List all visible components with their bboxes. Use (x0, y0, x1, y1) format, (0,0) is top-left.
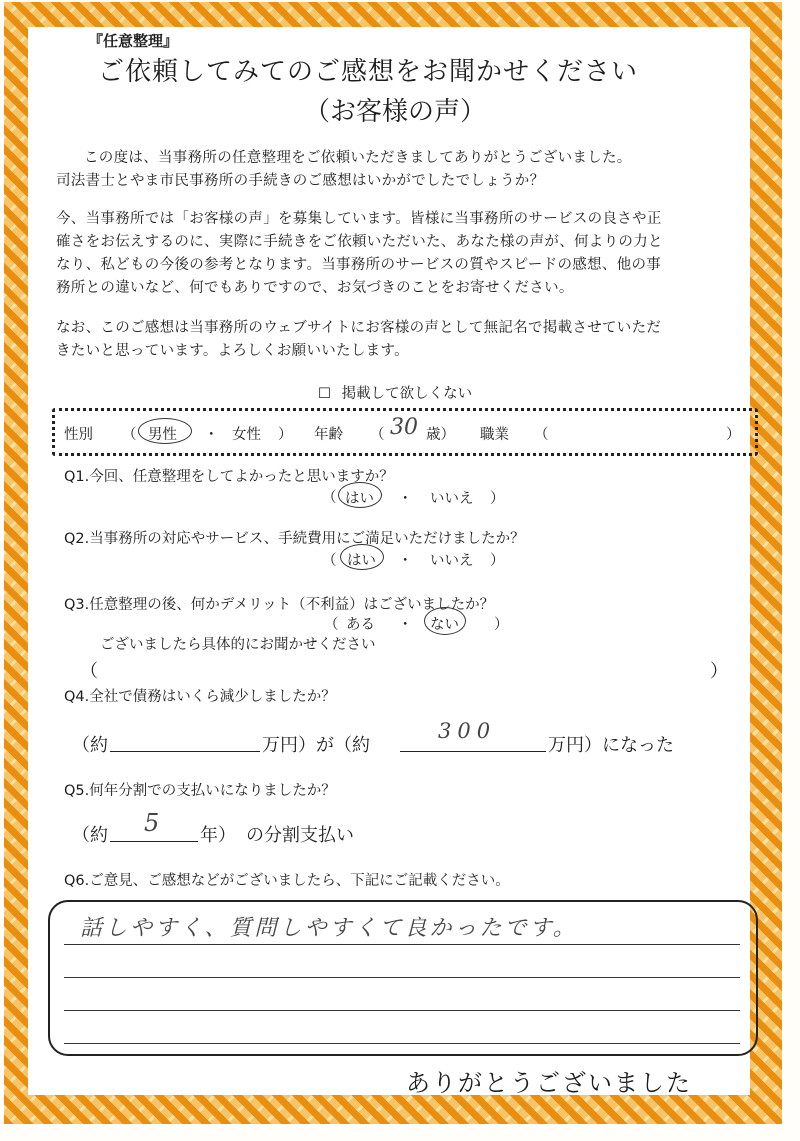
checkbox-icon[interactable]: ☐ (318, 386, 331, 402)
publish-option-label: 掲載して欲しくない (341, 386, 473, 402)
installment-prefix: （約 (72, 825, 108, 846)
debt-before-field[interactable] (110, 751, 260, 752)
paren: ） (494, 617, 509, 633)
page-title: ご依頼してみてのご感想をお聞かせください (98, 57, 639, 87)
installment-suffix: の分割支払い (246, 825, 354, 846)
debt-after-field[interactable] (400, 751, 546, 752)
q3-no-option[interactable]: ない (430, 617, 459, 633)
publish-option[interactable] (318, 382, 472, 403)
paren: （ (370, 427, 385, 443)
intro-line: なお、このご感想は当事務所のウェブサイトにお客様の声として無記名で掲載させていただ (56, 320, 662, 336)
age-value[interactable]: 30 (390, 415, 418, 440)
comment-line (64, 944, 740, 945)
question-5: Q5.何年分割での支払いになりましたか？ (64, 783, 336, 799)
closing-message: ありがとうございました (406, 1069, 692, 1097)
separator-dot: ・ (398, 491, 413, 507)
paren: （ (122, 427, 137, 443)
q1-no-option[interactable]: いいえ (430, 491, 474, 507)
page-subtitle: （お客様の声） (304, 97, 487, 127)
q2-yes-option[interactable]: はい (347, 553, 376, 569)
separator-dot: ・ (398, 553, 413, 569)
gender-male-option[interactable]: 男性 (148, 427, 177, 443)
separator-dot: ・ (204, 427, 219, 443)
question-6: Q6.ご意見、ご感想などがございましたら、下記にご記載ください。 (64, 873, 510, 889)
gender-female-option[interactable]: 女性 (232, 427, 261, 443)
question-3: Q3.任意整理の後、何かデメリット（不利益）はございましたか？ (64, 597, 495, 613)
paren: （ (322, 490, 337, 506)
paren: ） (490, 553, 505, 569)
paren: ） (726, 427, 741, 443)
q3-yes-option[interactable]: ある (346, 617, 375, 633)
installment-unit: 年） (200, 825, 236, 846)
age-unit: 歳） (426, 427, 455, 443)
debt-after-unit: 万円）になった (548, 735, 674, 756)
intro-line: 今、当事務所では「お客様の声」を募集しています。皆様に当事務所のサービスの良さや正 (56, 211, 662, 227)
debt-before-prefix: （約 (72, 735, 108, 756)
question-1: Q1.今回、任意整理をしてよかったと思いますか？ (64, 469, 394, 485)
intro-line: なり、私どもの今後の参考となります。当事務所のサービスの質やスピードの感想、他の事 (56, 257, 662, 273)
question-2: Q2.当事務所の対応やサービス、手続費用にご満足いただけましたか？ (64, 531, 525, 547)
intro-line: この度は、当事務所の任意整理をご依頼いただきましてありがとうございました。 (84, 150, 632, 166)
installment-years-field[interactable] (110, 841, 198, 842)
comment-line (64, 1043, 740, 1044)
question-4: Q4.全社で債務はいくら減少しましたか？ (64, 689, 336, 705)
paren: （ (324, 617, 339, 633)
installment-years-value[interactable]: 5 (144, 809, 160, 837)
comment-line (64, 1010, 740, 1011)
q3-detail-prompt: ございましたら具体的にお聞かせください (100, 637, 376, 653)
paren: ） (710, 661, 728, 682)
age-label: 年齢 (314, 427, 343, 443)
paren: （ (534, 427, 549, 443)
intro-line: 司法書士とやま市民事務所の手続きのご感想はいかがでしたでしょうか？ (56, 173, 545, 189)
occupation-label: 職業 (480, 427, 509, 443)
survey-sheet (28, 27, 750, 1095)
form-tag: 『任意整理』 (88, 32, 179, 50)
intro-line: 確さをお伝えするのに、実際に手続きをご依頼いただいた、あなた様の声が、何よりの力と (56, 234, 663, 250)
paren: ） (490, 491, 505, 507)
separator-dot: ・ (398, 617, 413, 633)
intro-line: 務所との違いなど、何でもありですので、お気づきのことをお寄せください。 (56, 280, 574, 296)
gender-label: 性別 (64, 427, 93, 443)
paren: ） (278, 427, 293, 443)
comment-line (64, 977, 740, 978)
q1-yes-option[interactable]: はい (345, 491, 374, 507)
paren: （ (80, 661, 98, 682)
paren: （ (322, 553, 337, 569)
comment-text[interactable]: 話しやすく、質問しやすくて良かったです。 (80, 916, 578, 941)
intro-line: きたいと思っています。よろしくお願いいたします。 (56, 343, 409, 359)
debt-after-value[interactable]: 300 (438, 719, 497, 743)
q2-no-option[interactable]: いいえ (430, 553, 474, 569)
debt-before-unit: 万円）が（約 (262, 735, 370, 756)
